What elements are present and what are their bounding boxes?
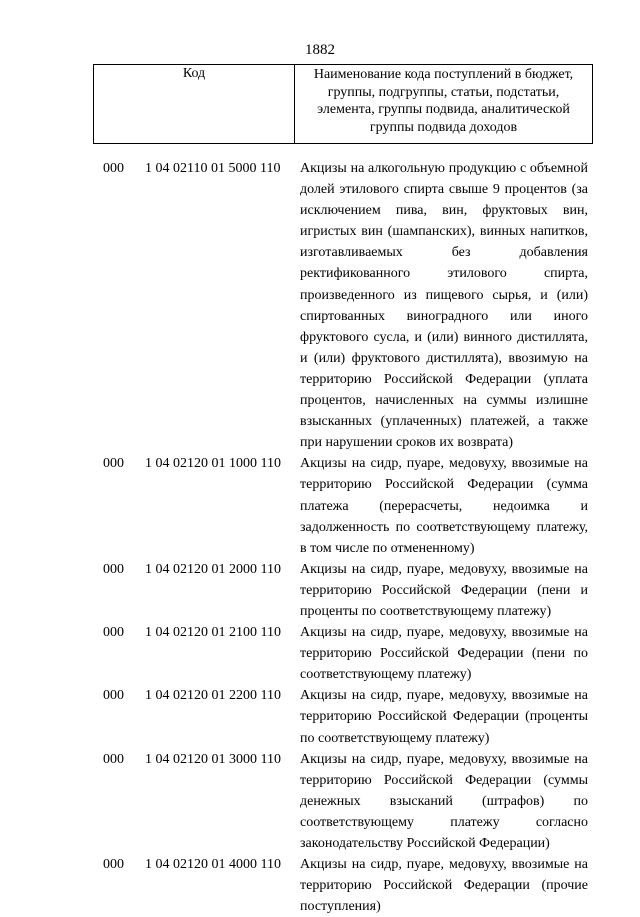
revenue-code: 1 04 02110 01 5000 110 (145, 161, 281, 176)
list-item (0, 158, 640, 453)
group-code: 000 (103, 625, 124, 641)
group-code: 000 (103, 161, 124, 176)
group-code: 000 (103, 561, 124, 577)
group-code: 000 (103, 751, 124, 767)
revenue-code: 1 04 02120 01 2100 110 (145, 625, 281, 641)
page-number: 1882 (305, 42, 335, 58)
revenue-code: 1 04 02120 01 2000 110 (145, 561, 281, 577)
code-description: Акцизы на сидр, пуаре, медовуху, ввозимые на территорию Российской Федерации (проценты по соответствующему платежу) (300, 688, 588, 746)
revenue-code: 1 04 02120 01 4000 110 (145, 857, 281, 873)
list-item (0, 685, 640, 748)
revenue-code: 1 04 02120 01 3000 110 (145, 751, 281, 767)
header-code-label: Код (94, 65, 295, 144)
header-name-label: Наименование кода поступлений в бюджет, группы, подгруппы, статьи, подстатьи, элемента, группы подвида, аналитической группы подвида доходов (295, 65, 593, 144)
group-code: 000 (103, 688, 124, 704)
code-description: Акцизы на сидр, пуаре, медовуху, ввозимые на территорию Российской Федерации (суммы денежных взысканий (штрафов) по соответствующему платежу согласно законодательству Российской Федерации) (300, 751, 588, 851)
list-item (0, 854, 640, 917)
code-description: Акцизы на сидр, пуаре, медовуху, ввозимые на территорию Российской Федерации (пени по соответствующему платежу) (300, 625, 588, 683)
group-code: 000 (103, 857, 124, 873)
list-item (0, 622, 640, 685)
code-description: Акцизы на сидр, пуаре, медовуху, ввозимые на территорию Российской Федерации (пени и проценты по соответствующему платежу) (300, 561, 588, 619)
code-description: Акцизы на алкогольную продукцию с объемной долей этилового спирта свыше 9 процентов (за исключением пива, вин, фруктовых вин, игристых вин (шампанских), винных напитков, изготавливаемых без добавления ректификованного этилового спирта, произведенного из пищевого сырья, и (или) спиртованных виноградного или иного фруктового сусла, и (или) винного дистиллята, и (или) фруктового дистиллята), ввозимую на территорию Российской Федерации (уплата процентов, начисленных на суммы излишне взысканных (уплаченных) платежей, а также при нарушении сроков их возврата) (300, 161, 588, 451)
list-item (0, 453, 640, 558)
list-item (0, 559, 640, 622)
code-description: Акцизы на сидр, пуаре, медовуху, ввозимые на территорию Российской Федерации (прочие поступления) (300, 857, 588, 915)
list-item (0, 749, 640, 854)
revenue-code: 1 04 02120 01 1000 110 (145, 456, 281, 472)
code-description: Акцизы на сидр, пуаре, медовуху, ввозимые на территорию Российской Федерации (сумма платежа (перерасчеты, недоимка и задолженность по соответствующему платежу, в том числе по отмененному) (300, 456, 588, 556)
revenue-code-list (0, 158, 640, 917)
header-table (93, 64, 593, 144)
group-code: 000 (103, 456, 124, 472)
revenue-code: 1 04 02120 01 2200 110 (145, 688, 281, 704)
